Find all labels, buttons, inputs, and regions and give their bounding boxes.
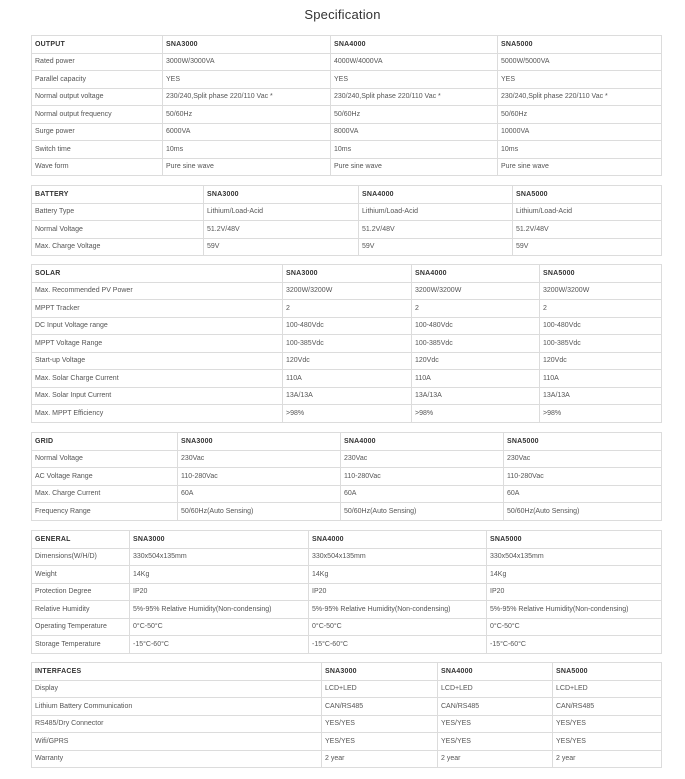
spec-value: 60A xyxy=(341,485,504,503)
spec-value: YES/YES xyxy=(322,715,438,733)
spec-label: Normal Voltage xyxy=(32,221,204,239)
table-row xyxy=(32,387,662,405)
output-table xyxy=(31,35,662,176)
spec-value: 100-480Vdc xyxy=(412,317,540,335)
spec-value: YES/YES xyxy=(553,733,662,751)
spec-value: 330x504x135mm xyxy=(487,548,662,566)
spec-label: Battery Type xyxy=(32,203,204,221)
table-row xyxy=(32,583,662,601)
table-header-row xyxy=(32,265,662,283)
model-header: SNA5000 xyxy=(498,36,662,54)
spec-value: 330x504x135mm xyxy=(130,548,309,566)
model-header: SNA4000 xyxy=(438,663,553,681)
table-row xyxy=(32,680,662,698)
spec-value: 3200W/3200W xyxy=(412,282,540,300)
spec-value: 51.2V/48V xyxy=(359,221,513,239)
spec-value: 5%-95% Relative Humidity(Non-condensing) xyxy=(487,601,662,619)
spec-value: -15°C-60°C xyxy=(309,636,487,654)
model-header: SNA5000 xyxy=(553,663,662,681)
spec-value: 230Vac xyxy=(504,450,662,468)
spec-value: 5000W/5000VA xyxy=(498,53,662,71)
table-row xyxy=(32,503,662,521)
spec-value: Pure sine wave xyxy=(331,158,498,176)
spec-value: 100-480Vdc xyxy=(283,317,412,335)
table-row xyxy=(32,750,662,768)
spec-value: 100-480Vdc xyxy=(540,317,662,335)
model-header: SNA5000 xyxy=(540,265,662,283)
spec-value: 14Kg xyxy=(487,566,662,584)
spec-value: 50/60Hz(Auto Sensing) xyxy=(341,503,504,521)
spec-value: CAN/RS485 xyxy=(322,698,438,716)
model-header: SNA3000 xyxy=(163,36,331,54)
model-header: SNA5000 xyxy=(504,433,662,451)
spec-value: Lithium/Load-Acid xyxy=(513,203,662,221)
spec-value: 2 xyxy=(283,300,412,318)
spec-value: >98% xyxy=(412,405,540,423)
spec-value: 8000VA xyxy=(331,123,498,141)
spec-label: AC Voltage Range xyxy=(32,468,178,486)
spec-value: 5%-95% Relative Humidity(Non-condensing) xyxy=(309,601,487,619)
spec-value: 120Vdc xyxy=(412,352,540,370)
spec-value: 230Vac xyxy=(341,450,504,468)
spec-label: Start-up Voltage xyxy=(32,352,283,370)
page-title: Specification xyxy=(304,7,381,22)
spec-label: Dimensions(W/H/D) xyxy=(32,548,130,566)
table-row xyxy=(32,566,662,584)
spec-value: YES xyxy=(331,71,498,89)
spec-value: Pure sine wave xyxy=(498,158,662,176)
spec-label: MPPT Voltage Range xyxy=(32,335,283,353)
spec-value: 110-280Vac xyxy=(178,468,341,486)
spec-value: CAN/RS485 xyxy=(553,698,662,716)
spec-value: YES xyxy=(163,71,331,89)
spec-value: LCD+LED xyxy=(553,680,662,698)
spec-value: -15°C-60°C xyxy=(130,636,309,654)
spec-value: 100-385Vdc xyxy=(283,335,412,353)
spec-value: 14Kg xyxy=(130,566,309,584)
spec-label: Rated power xyxy=(32,53,163,71)
table-row xyxy=(32,123,662,141)
spec-label: Max. MPPT Efficiency xyxy=(32,405,283,423)
spec-label: Max. Charge Current xyxy=(32,485,178,503)
spec-value: 13A/13A xyxy=(412,387,540,405)
model-header: SNA5000 xyxy=(487,531,662,549)
spec-value: IP20 xyxy=(309,583,487,601)
spec-value: 4000W/4000VA xyxy=(331,53,498,71)
spec-value: YES/YES xyxy=(438,733,553,751)
table-header-row xyxy=(32,186,662,204)
spec-value: 110A xyxy=(283,370,412,388)
spec-value: 2 xyxy=(540,300,662,318)
spec-value: 120Vdc xyxy=(540,352,662,370)
model-header: SNA3000 xyxy=(130,531,309,549)
spec-label: Max. Solar Charge Current xyxy=(32,370,283,388)
spec-value: 50/60Hz xyxy=(163,106,331,124)
spec-label: DC Input Voltage range xyxy=(32,317,283,335)
spec-value: 10ms xyxy=(331,141,498,159)
spec-value: YES/YES xyxy=(553,715,662,733)
table-row xyxy=(32,715,662,733)
spec-value: 230Vac xyxy=(178,450,341,468)
spec-value: 110A xyxy=(412,370,540,388)
spec-value: 59V xyxy=(204,238,359,256)
spec-value: Pure sine wave xyxy=(163,158,331,176)
table-row xyxy=(32,370,662,388)
spec-value: 100-385Vdc xyxy=(412,335,540,353)
table-row xyxy=(32,548,662,566)
spec-value: 2 xyxy=(412,300,540,318)
table-row xyxy=(32,636,662,654)
spec-value: 50/60Hz xyxy=(498,106,662,124)
spec-label: Surge power xyxy=(32,123,163,141)
spec-label: Normal Voltage xyxy=(32,450,178,468)
spec-value: 110-280Vac xyxy=(341,468,504,486)
spec-value: 120Vdc xyxy=(283,352,412,370)
table-header-row xyxy=(32,663,662,681)
table-header-row xyxy=(32,433,662,451)
spec-value: 110-280Vac xyxy=(504,468,662,486)
model-header: SNA4000 xyxy=(309,531,487,549)
spec-value: 3000W/3000VA xyxy=(163,53,331,71)
grid-table xyxy=(31,432,662,521)
table-row xyxy=(32,450,662,468)
table-row xyxy=(32,53,662,71)
general-table xyxy=(31,530,662,654)
table-row xyxy=(32,317,662,335)
spec-value: 50/60Hz(Auto Sensing) xyxy=(504,503,662,521)
table-header-row xyxy=(32,36,662,54)
spec-value: IP20 xyxy=(130,583,309,601)
spec-label: Frequency Range xyxy=(32,503,178,521)
spec-value: 330x504x135mm xyxy=(309,548,487,566)
spec-value: 110A xyxy=(540,370,662,388)
spec-value: 2 year xyxy=(322,750,438,768)
spec-value: 230/240,Split phase 220/110 Vac * xyxy=(331,88,498,106)
spec-value: 2 year xyxy=(553,750,662,768)
spec-label: Max. Charge Voltage xyxy=(32,238,204,256)
spec-value: 0°C-50°C xyxy=(487,618,662,636)
spec-value: 59V xyxy=(359,238,513,256)
spec-value: 2 year xyxy=(438,750,553,768)
spec-value: 14Kg xyxy=(309,566,487,584)
section-title: GENERAL xyxy=(32,531,130,549)
table-row xyxy=(32,300,662,318)
spec-label: Max. Recommended PV Power xyxy=(32,282,283,300)
spec-label: Lithium Battery Communication xyxy=(32,698,322,716)
table-row xyxy=(32,238,662,256)
table-row xyxy=(32,141,662,159)
spec-value: 51.2V/48V xyxy=(513,221,662,239)
table-row xyxy=(32,158,662,176)
table-row xyxy=(32,88,662,106)
spec-value: 0°C-50°C xyxy=(130,618,309,636)
table-row xyxy=(32,485,662,503)
table-row xyxy=(32,405,662,423)
spec-value: 50/60Hz xyxy=(331,106,498,124)
model-header: SNA3000 xyxy=(283,265,412,283)
section-title: GRID xyxy=(32,433,178,451)
table-header-row xyxy=(32,531,662,549)
spec-value: 51.2V/48V xyxy=(204,221,359,239)
table-row xyxy=(32,618,662,636)
spec-label: Storage Temperature xyxy=(32,636,130,654)
spec-label: Normal output frequency xyxy=(32,106,163,124)
table-row xyxy=(32,352,662,370)
spec-label: MPPT Tracker xyxy=(32,300,283,318)
table-row xyxy=(32,468,662,486)
spec-label: Max. Solar Input Current xyxy=(32,387,283,405)
model-header: SNA3000 xyxy=(322,663,438,681)
spec-value: 13A/13A xyxy=(540,387,662,405)
spec-label: Protection Degree xyxy=(32,583,130,601)
table-row xyxy=(32,106,662,124)
spec-value: 10ms xyxy=(498,141,662,159)
model-header: SNA5000 xyxy=(513,186,662,204)
section-title: BATTERY xyxy=(32,186,204,204)
spec-value: 3200W/3200W xyxy=(283,282,412,300)
spec-value: LCD+LED xyxy=(438,680,553,698)
spec-label: Relative Humidity xyxy=(32,601,130,619)
spec-label: Wave form xyxy=(32,158,163,176)
spec-label: Normal output voltage xyxy=(32,88,163,106)
spec-label: Display xyxy=(32,680,322,698)
spec-value: 3200W/3200W xyxy=(540,282,662,300)
table-row xyxy=(32,335,662,353)
spec-value: 230/240,Split phase 220/110 Vac * xyxy=(163,88,331,106)
section-title: OUTPUT xyxy=(32,36,163,54)
spec-value: 100-385Vdc xyxy=(540,335,662,353)
spec-value: 10ms xyxy=(163,141,331,159)
spec-label: Operating Temperature xyxy=(32,618,130,636)
spec-value: IP20 xyxy=(487,583,662,601)
section-title: SOLAR xyxy=(32,265,283,283)
model-header: SNA4000 xyxy=(341,433,504,451)
spec-value: 50/60Hz(Auto Sensing) xyxy=(178,503,341,521)
spec-value: 0°C-50°C xyxy=(309,618,487,636)
model-header: SNA4000 xyxy=(359,186,513,204)
spec-value: >98% xyxy=(283,405,412,423)
spec-value: >98% xyxy=(540,405,662,423)
interfaces-table xyxy=(31,662,662,768)
spec-value: 230/240,Split phase 220/110 Vac * xyxy=(498,88,662,106)
battery-table xyxy=(31,185,662,256)
spec-value: Lithium/Load-Acid xyxy=(204,203,359,221)
spec-value: 60A xyxy=(504,485,662,503)
model-header: SNA3000 xyxy=(204,186,359,204)
spec-value: Lithium/Load-Acid xyxy=(359,203,513,221)
spec-value: 6000VA xyxy=(163,123,331,141)
spec-value: 60A xyxy=(178,485,341,503)
spec-label: Parallel capacity xyxy=(32,71,163,89)
solar-table xyxy=(31,264,662,423)
spec-value: -15°C-60°C xyxy=(487,636,662,654)
spec-value: 10000VA xyxy=(498,123,662,141)
spec-value: 13A/13A xyxy=(283,387,412,405)
spec-label: RS485/Dry Connector xyxy=(32,715,322,733)
spec-value: 59V xyxy=(513,238,662,256)
spec-value: YES/YES xyxy=(322,733,438,751)
table-row xyxy=(32,221,662,239)
table-row xyxy=(32,71,662,89)
table-row xyxy=(32,282,662,300)
model-header: SNA3000 xyxy=(178,433,341,451)
table-row xyxy=(32,203,662,221)
spec-value: LCD+LED xyxy=(322,680,438,698)
table-row xyxy=(32,733,662,751)
model-header: SNA4000 xyxy=(412,265,540,283)
spec-label: Weight xyxy=(32,566,130,584)
spec-value: 5%-95% Relative Humidity(Non-condensing) xyxy=(130,601,309,619)
spec-value: CAN/RS485 xyxy=(438,698,553,716)
spec-value: YES xyxy=(498,71,662,89)
model-header: SNA4000 xyxy=(331,36,498,54)
spec-label: Wifi/GPRS xyxy=(32,733,322,751)
spec-label: Warranty xyxy=(32,750,322,768)
spec-value: YES/YES xyxy=(438,715,553,733)
table-row xyxy=(32,698,662,716)
spec-label: Switch time xyxy=(32,141,163,159)
section-title: INTERFACES xyxy=(32,663,322,681)
table-row xyxy=(32,601,662,619)
